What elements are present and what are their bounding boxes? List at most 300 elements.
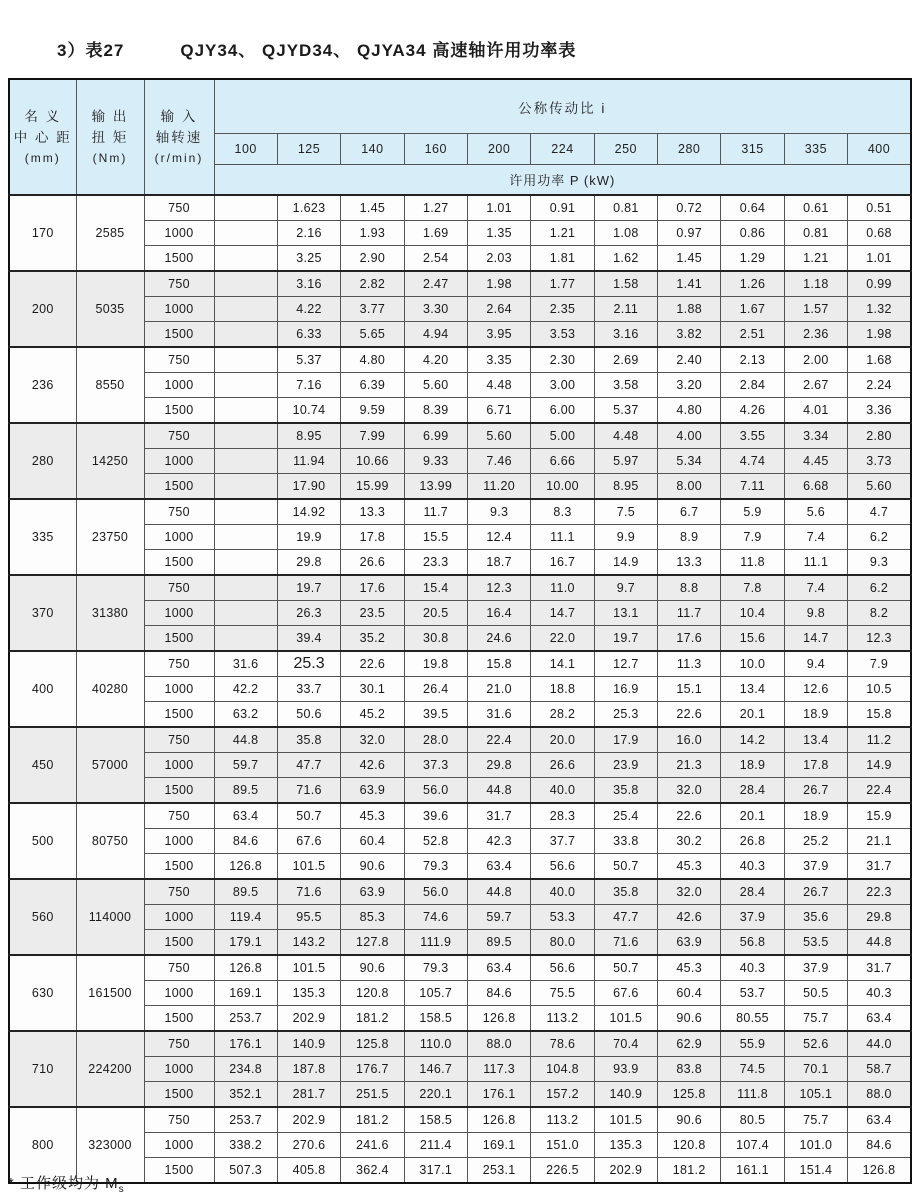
power-value-cell: 15.8 — [467, 651, 530, 677]
power-value-cell: 15.8 — [848, 702, 911, 728]
input-speed-cell: 1000 — [144, 297, 214, 322]
power-value-cell: 16.0 — [658, 727, 721, 753]
input-speed-cell: 1500 — [144, 398, 214, 424]
power-value-cell: 0.97 — [658, 221, 721, 246]
power-value-cell: 16.9 — [594, 677, 657, 702]
power-value-cell: 2.36 — [784, 322, 847, 348]
power-value-cell: 117.3 — [467, 1057, 530, 1082]
power-value-cell: 33.8 — [594, 829, 657, 854]
power-value-cell: 28.2 — [531, 702, 594, 728]
table-row — [9, 322, 911, 348]
power-value-cell: 75.7 — [784, 1107, 847, 1133]
power-value-cell: 157.2 — [531, 1082, 594, 1108]
center-distance-cell: 280 — [9, 423, 76, 499]
power-value-cell: 23.3 — [404, 550, 467, 576]
center-distance-cell: 710 — [9, 1031, 76, 1107]
power-value-cell: 8.9 — [658, 525, 721, 550]
power-table-container — [8, 78, 912, 1184]
power-value-cell: 126.8 — [848, 1158, 911, 1184]
power-value-cell: 15.9 — [848, 803, 911, 829]
power-value-cell: 101.0 — [784, 1133, 847, 1158]
power-value-cell: 11.0 — [531, 575, 594, 601]
power-value-cell: 35.8 — [277, 727, 340, 753]
power-value-cell: 105.7 — [404, 981, 467, 1006]
power-value-cell: 28.4 — [721, 778, 784, 804]
table-title-text: QJY34、 QJYD34、 QJYA34 高速轴许用功率表 — [180, 41, 577, 60]
power-value-cell: 161.1 — [721, 1158, 784, 1184]
center-distance-header-line: 中 心 距 — [13, 129, 72, 145]
power-value-cell: 11.7 — [658, 601, 721, 626]
power-table-body — [9, 195, 911, 1183]
ratio-value: 335 — [784, 134, 847, 165]
table-number-label: 3）表27 — [57, 41, 125, 60]
power-value-cell: 3.35 — [467, 347, 530, 373]
input-speed-cell: 750 — [144, 195, 214, 221]
power-value-cell: 25.4 — [594, 803, 657, 829]
power-value-cell — [214, 423, 277, 449]
power-value-cell: 70.1 — [784, 1057, 847, 1082]
table-row — [9, 753, 911, 778]
ratio-value: 200 — [467, 134, 530, 165]
power-value-cell: 151.4 — [784, 1158, 847, 1184]
power-value-cell: 226.5 — [531, 1158, 594, 1184]
power-value-cell: 40.3 — [721, 854, 784, 880]
power-value-cell: 1.88 — [658, 297, 721, 322]
table-row — [9, 803, 911, 829]
power-value-cell: 2.47 — [404, 271, 467, 297]
power-value-cell: 179.1 — [214, 930, 277, 956]
power-value-cell: 13.99 — [404, 474, 467, 500]
power-value-cell: 2.80 — [848, 423, 911, 449]
power-value-cell: 111.9 — [404, 930, 467, 956]
power-value-cell: 50.7 — [277, 803, 340, 829]
power-value-cell: 0.72 — [658, 195, 721, 221]
power-value-cell: 1.81 — [531, 246, 594, 272]
power-value-cell: 253.7 — [214, 1107, 277, 1133]
power-value-cell: 2.82 — [341, 271, 404, 297]
power-value-cell: 3.25 — [277, 246, 340, 272]
power-value-cell: 25.3 — [277, 651, 340, 677]
table-row — [9, 474, 911, 500]
power-value-cell: 7.99 — [341, 423, 404, 449]
power-value-cell: 3.95 — [467, 322, 530, 348]
power-value-cell: 16.4 — [467, 601, 530, 626]
power-value-cell: 42.6 — [658, 905, 721, 930]
power-value-cell: 9.7 — [594, 575, 657, 601]
power-value-cell: 32.0 — [341, 727, 404, 753]
power-value-cell: 8.00 — [658, 474, 721, 500]
power-value-cell: 35.8 — [594, 778, 657, 804]
input-speed-cell: 750 — [144, 499, 214, 525]
input-speed-cell: 750 — [144, 879, 214, 905]
power-value-cell: 63.9 — [341, 778, 404, 804]
power-value-cell: 88.0 — [848, 1082, 911, 1108]
power-value-cell: 56.8 — [721, 930, 784, 956]
power-value-cell: 35.6 — [784, 905, 847, 930]
power-value-cell: 17.6 — [658, 626, 721, 652]
power-value-cell: 59.7 — [214, 753, 277, 778]
power-value-cell: 93.9 — [594, 1057, 657, 1082]
power-value-cell: 1.08 — [594, 221, 657, 246]
power-value-cell: 63.9 — [658, 930, 721, 956]
power-value-cell: 85.3 — [341, 905, 404, 930]
power-value-cell: 26.4 — [404, 677, 467, 702]
table-row — [9, 1031, 911, 1057]
power-value-cell: 47.7 — [277, 753, 340, 778]
power-value-cell: 13.3 — [658, 550, 721, 576]
power-value-cell: 19.7 — [277, 575, 340, 601]
power-value-cell: 90.6 — [341, 955, 404, 981]
table-row — [9, 1082, 911, 1108]
power-value-cell — [214, 474, 277, 500]
power-value-cell: 80.55 — [721, 1006, 784, 1032]
power-value-cell — [214, 347, 277, 373]
power-value-cell: 6.71 — [467, 398, 530, 424]
power-value-cell: 241.6 — [341, 1133, 404, 1158]
input-speed-cell: 750 — [144, 423, 214, 449]
power-value-cell: 60.4 — [341, 829, 404, 854]
power-value-cell: 45.3 — [658, 955, 721, 981]
output-torque-cell: 57000 — [76, 727, 144, 803]
power-value-cell: 0.68 — [848, 221, 911, 246]
power-value-cell: 15.99 — [341, 474, 404, 500]
input-speed-header-line: 轴转速 — [155, 129, 203, 145]
table-row — [9, 221, 911, 246]
power-value-cell: 44.8 — [467, 778, 530, 804]
table-row — [9, 297, 911, 322]
power-value-cell: 120.8 — [341, 981, 404, 1006]
input-speed-cell: 1500 — [144, 474, 214, 500]
power-value-cell: 101.5 — [594, 1107, 657, 1133]
power-value-cell: 45.3 — [341, 803, 404, 829]
power-value-cell: 75.7 — [784, 1006, 847, 1032]
input-speed-cell: 750 — [144, 651, 214, 677]
table-row — [9, 651, 911, 677]
power-value-cell — [214, 550, 277, 576]
table-row — [9, 423, 911, 449]
power-value-cell: 21.3 — [658, 753, 721, 778]
power-value-cell: 1.01 — [848, 246, 911, 272]
power-value-cell: 12.6 — [784, 677, 847, 702]
power-value-cell: 140.9 — [594, 1082, 657, 1108]
power-value-cell: 56.0 — [404, 778, 467, 804]
power-value-cell: 63.4 — [467, 854, 530, 880]
input-speed-cell: 750 — [144, 575, 214, 601]
power-value-cell: 1.45 — [341, 195, 404, 221]
power-value-cell: 4.94 — [404, 322, 467, 348]
power-value-cell: 44.8 — [214, 727, 277, 753]
power-value-cell: 9.3 — [848, 550, 911, 576]
ratio-value: 125 — [277, 134, 340, 165]
power-value-cell: 50.7 — [594, 854, 657, 880]
power-value-cell: 83.8 — [658, 1057, 721, 1082]
power-value-cell: 10.74 — [277, 398, 340, 424]
input-speed-cell: 1000 — [144, 601, 214, 626]
power-value-cell: 11.1 — [531, 525, 594, 550]
power-value-cell: 74.6 — [404, 905, 467, 930]
table-row — [9, 702, 911, 728]
power-value-cell: 0.81 — [594, 195, 657, 221]
power-value-cell: 1.26 — [721, 271, 784, 297]
power-value-cell: 33.7 — [277, 677, 340, 702]
power-value-cell: 20.1 — [721, 803, 784, 829]
input-speed-cell: 1000 — [144, 981, 214, 1006]
center-distance-cell: 800 — [9, 1107, 76, 1183]
input-speed-cell: 1000 — [144, 677, 214, 702]
power-value-cell: 78.6 — [531, 1031, 594, 1057]
power-value-cell: 39.5 — [404, 702, 467, 728]
power-value-cell: 169.1 — [214, 981, 277, 1006]
ratio-value: 250 — [594, 134, 657, 165]
power-value-cell — [214, 246, 277, 272]
power-value-cell: 3.77 — [341, 297, 404, 322]
power-value-cell — [214, 297, 277, 322]
input-speed-cell: 1500 — [144, 930, 214, 956]
table-row — [9, 1133, 911, 1158]
power-value-cell: 37.9 — [721, 905, 784, 930]
power-value-cell: 31.6 — [467, 702, 530, 728]
power-value-cell: 11.94 — [277, 449, 340, 474]
table-row — [9, 955, 911, 981]
power-value-cell: 4.7 — [848, 499, 911, 525]
power-title: 许用功率 P (kW) — [214, 165, 911, 196]
power-value-cell: 126.8 — [467, 1006, 530, 1032]
power-value-cell: 44.8 — [467, 879, 530, 905]
input-speed-cell: 1500 — [144, 322, 214, 348]
power-value-cell: 1.98 — [467, 271, 530, 297]
center-distance-cell: 400 — [9, 651, 76, 727]
table-row — [9, 626, 911, 652]
center-distance-cell: 170 — [9, 195, 76, 271]
power-value-cell: 2.40 — [658, 347, 721, 373]
footnote-text: * 工作级均为 M — [8, 1175, 119, 1192]
table-row — [9, 575, 911, 601]
power-value-cell: 1.67 — [721, 297, 784, 322]
power-value-cell: 101.5 — [277, 955, 340, 981]
center-distance-cell: 236 — [9, 347, 76, 423]
power-value-cell: 4.00 — [658, 423, 721, 449]
power-value-cell: 176.1 — [214, 1031, 277, 1057]
power-value-cell: 2.69 — [594, 347, 657, 373]
center-distance-header — [9, 79, 76, 195]
power-value-cell: 2.64 — [467, 297, 530, 322]
power-value-cell: 135.3 — [277, 981, 340, 1006]
table-row — [9, 879, 911, 905]
power-value-cell: 1.623 — [277, 195, 340, 221]
power-value-cell — [214, 271, 277, 297]
power-value-cell: 202.9 — [594, 1158, 657, 1184]
power-value-cell: 88.0 — [467, 1031, 530, 1057]
power-value-cell: 8.39 — [404, 398, 467, 424]
power-value-cell: 50.7 — [594, 955, 657, 981]
power-value-cell: 135.3 — [594, 1133, 657, 1158]
power-value-cell: 4.20 — [404, 347, 467, 373]
power-value-cell: 14.7 — [531, 601, 594, 626]
power-value-cell — [214, 373, 277, 398]
power-value-cell: 55.9 — [721, 1031, 784, 1057]
power-value-cell: 4.74 — [721, 449, 784, 474]
power-value-cell: 7.4 — [784, 525, 847, 550]
power-value-cell: 4.48 — [467, 373, 530, 398]
power-value-cell — [214, 398, 277, 424]
power-value-cell: 44.8 — [848, 930, 911, 956]
power-value-cell: 4.22 — [277, 297, 340, 322]
power-value-cell: 42.3 — [467, 829, 530, 854]
power-value-cell: 71.6 — [277, 778, 340, 804]
power-value-cell: 6.68 — [784, 474, 847, 500]
output-torque-cell: 8550 — [76, 347, 144, 423]
power-value-cell: 67.6 — [594, 981, 657, 1006]
power-value-cell: 58.7 — [848, 1057, 911, 1082]
power-value-cell: 23.5 — [341, 601, 404, 626]
power-value-cell: 1.98 — [848, 322, 911, 348]
power-value-cell: 6.33 — [277, 322, 340, 348]
input-speed-cell: 750 — [144, 1031, 214, 1057]
power-value-cell: 75.5 — [531, 981, 594, 1006]
power-value-cell: 59.7 — [467, 905, 530, 930]
power-value-cell: 7.8 — [721, 575, 784, 601]
power-value-cell: 146.7 — [404, 1057, 467, 1082]
power-value-cell: 25.2 — [784, 829, 847, 854]
power-value-cell: 111.8 — [721, 1082, 784, 1108]
power-value-cell: 181.2 — [341, 1107, 404, 1133]
input-speed-cell: 750 — [144, 1107, 214, 1133]
power-value-cell — [214, 322, 277, 348]
power-value-cell: 3.53 — [531, 322, 594, 348]
power-value-cell: 181.2 — [341, 1006, 404, 1032]
power-value-cell: 3.36 — [848, 398, 911, 424]
power-value-cell: 31.6 — [214, 651, 277, 677]
power-value-cell: 6.66 — [531, 449, 594, 474]
power-value-cell: 4.80 — [341, 347, 404, 373]
power-value-cell: 30.8 — [404, 626, 467, 652]
table-row — [9, 601, 911, 626]
power-value-cell: 37.9 — [784, 955, 847, 981]
power-value-cell: 8.95 — [594, 474, 657, 500]
power-value-cell: 12.3 — [848, 626, 911, 652]
power-value-cell: 105.1 — [784, 1082, 847, 1108]
power-value-cell: 30.1 — [341, 677, 404, 702]
table-row — [9, 778, 911, 804]
power-value-cell: 11.3 — [658, 651, 721, 677]
power-value-cell: 14.7 — [784, 626, 847, 652]
ratio-value: 280 — [658, 134, 721, 165]
power-value-cell: 104.8 — [531, 1057, 594, 1082]
power-value-cell: 202.9 — [277, 1107, 340, 1133]
power-value-cell: 251.5 — [341, 1082, 404, 1108]
table-row — [9, 727, 911, 753]
power-value-cell: 52.6 — [784, 1031, 847, 1057]
power-value-cell: 18.7 — [467, 550, 530, 576]
power-value-cell: 26.7 — [784, 778, 847, 804]
power-value-cell: 45.2 — [341, 702, 404, 728]
power-value-cell: 1.77 — [531, 271, 594, 297]
power-value-cell: 15.1 — [658, 677, 721, 702]
power-value-cell: 2.90 — [341, 246, 404, 272]
power-value-cell: 0.91 — [531, 195, 594, 221]
power-value-cell: 26.6 — [341, 550, 404, 576]
power-value-cell: 1.18 — [784, 271, 847, 297]
power-value-cell: 253.1 — [467, 1158, 530, 1184]
power-value-cell — [214, 575, 277, 601]
power-value-cell: 17.8 — [341, 525, 404, 550]
power-value-cell: 211.4 — [404, 1133, 467, 1158]
table-row — [9, 1158, 911, 1184]
power-value-cell: 125.8 — [658, 1082, 721, 1108]
power-value-cell: 15.6 — [721, 626, 784, 652]
ratio-value: 160 — [404, 134, 467, 165]
power-value-cell: 22.3 — [848, 879, 911, 905]
power-value-cell: 17.9 — [594, 727, 657, 753]
power-value-cell: 4.48 — [594, 423, 657, 449]
power-value-cell: 11.20 — [467, 474, 530, 500]
power-value-cell: 1.62 — [594, 246, 657, 272]
power-value-cell: 13.4 — [784, 727, 847, 753]
power-table — [8, 78, 912, 1184]
output-torque-cell: 14250 — [76, 423, 144, 499]
power-value-cell: 42.6 — [341, 753, 404, 778]
power-value-cell: 1.45 — [658, 246, 721, 272]
power-value-cell: 405.8 — [277, 1158, 340, 1184]
power-value-cell: 79.3 — [404, 955, 467, 981]
power-value-cell: 13.4 — [721, 677, 784, 702]
power-value-cell: 63.4 — [848, 1107, 911, 1133]
input-speed-cell: 1500 — [144, 1006, 214, 1032]
power-value-cell: 1.01 — [467, 195, 530, 221]
output-torque-cell: 323000 — [76, 1107, 144, 1183]
power-value-cell: 5.00 — [531, 423, 594, 449]
power-value-cell: 8.8 — [658, 575, 721, 601]
power-value-cell: 28.4 — [721, 879, 784, 905]
power-value-cell: 22.6 — [658, 702, 721, 728]
power-value-cell: 110.0 — [404, 1031, 467, 1057]
power-value-cell: 0.51 — [848, 195, 911, 221]
power-value-cell: 11.8 — [721, 550, 784, 576]
power-value-cell: 181.2 — [658, 1158, 721, 1184]
output-torque-header — [76, 79, 144, 195]
power-value-cell: 5.37 — [277, 347, 340, 373]
power-value-cell: 7.11 — [721, 474, 784, 500]
power-value-cell — [214, 525, 277, 550]
power-value-cell: 10.0 — [721, 651, 784, 677]
power-value-cell: 3.00 — [531, 373, 594, 398]
power-value-cell: 80.5 — [721, 1107, 784, 1133]
power-value-cell: 28.0 — [404, 727, 467, 753]
table-row — [9, 1006, 911, 1032]
power-value-cell: 1.69 — [404, 221, 467, 246]
power-value-cell: 5.34 — [658, 449, 721, 474]
input-speed-cell: 750 — [144, 803, 214, 829]
table-row — [9, 981, 911, 1006]
power-value-cell: 6.2 — [848, 575, 911, 601]
power-value-cell: 3.16 — [594, 322, 657, 348]
table-row — [9, 829, 911, 854]
power-value-cell: 17.90 — [277, 474, 340, 500]
power-value-cell: 158.5 — [404, 1006, 467, 1032]
power-value-cell: 19.8 — [404, 651, 467, 677]
center-distance-cell: 450 — [9, 727, 76, 803]
power-value-cell: 2.30 — [531, 347, 594, 373]
power-value-cell: 45.3 — [658, 854, 721, 880]
power-value-cell: 234.8 — [214, 1057, 277, 1082]
power-value-cell: 2.84 — [721, 373, 784, 398]
output-torque-header-line: (Nm) — [92, 150, 128, 165]
footnote — [8, 1172, 125, 1195]
table-row — [9, 449, 911, 474]
output-torque-cell: 80750 — [76, 803, 144, 879]
ratio-value: 400 — [848, 134, 911, 165]
power-value-cell: 113.2 — [531, 1006, 594, 1032]
